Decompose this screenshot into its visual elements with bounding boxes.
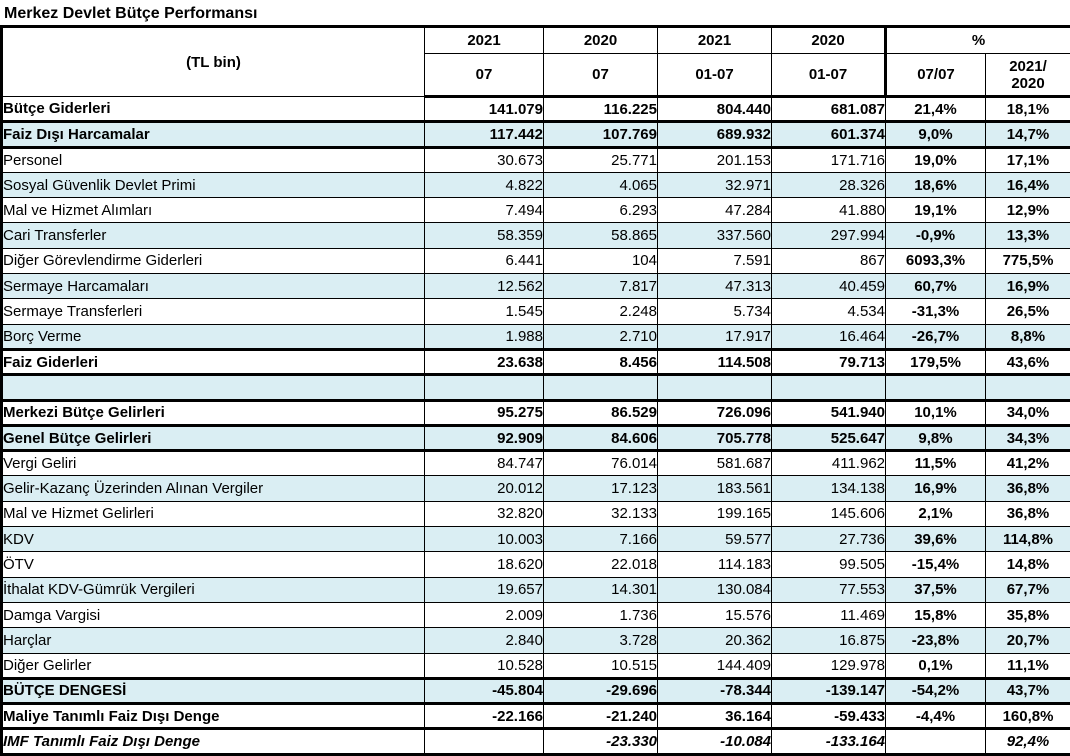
value-cell: 41.880 [772,198,886,223]
table-row [2,501,1070,526]
value-cell: 867 [772,248,886,273]
percent-cell: 92,4% [986,729,1070,754]
table-body [2,97,1070,755]
row-label-cell: IMF Tanımlı Faiz Dışı Denge [2,729,425,754]
table-row [2,122,1070,147]
period-header-cell: 07 [544,54,658,97]
page-title: Merkez Devlet Bütçe Performansı [4,5,258,22]
value-cell: 4.822 [425,172,544,197]
row-label-cell: Diğer Gelirler [2,653,425,678]
value-cell: -10.084 [658,729,772,754]
value-cell: -139.147 [772,678,886,703]
value-cell: 16.464 [772,324,886,349]
percent-cell [986,375,1070,400]
row-label-cell [2,375,425,400]
value-cell: 141.079 [425,97,544,122]
value-cell: 681.087 [772,97,886,122]
value-cell: 4.534 [772,299,886,324]
value-cell: 145.606 [772,501,886,526]
table-row [2,527,1070,552]
percent-cell: -4,4% [886,704,986,729]
value-cell: 1.988 [425,324,544,349]
value-cell: 1.545 [425,299,544,324]
year-header-cell: 2021 [425,27,544,54]
table-row [2,451,1070,476]
period-header-cell: 01-07 [772,54,886,97]
percent-ytd-header-cell [986,54,1070,97]
value-cell: 58.865 [544,223,658,248]
value-cell: 95.275 [425,400,544,425]
table-row [2,375,1070,400]
value-cell [658,375,772,400]
value-cell: 726.096 [658,400,772,425]
value-cell: 7.817 [544,274,658,299]
percent-cell: 26,5% [986,299,1070,324]
value-cell: 47.284 [658,198,772,223]
value-cell: 117.442 [425,122,544,147]
table-row [2,678,1070,703]
value-cell: 541.940 [772,400,886,425]
value-cell: 17.917 [658,324,772,349]
value-cell: 12.562 [425,274,544,299]
value-cell: 297.994 [772,223,886,248]
row-label-cell: Cari Transferler [2,223,425,248]
percent-cell: 43,6% [986,349,1070,374]
row-label-cell: Mal ve Hizmet Alımları [2,198,425,223]
percent-cell [886,729,986,754]
value-cell: -29.696 [544,678,658,703]
percent-cell: 10,1% [886,400,986,425]
value-cell: 59.577 [658,527,772,552]
row-label-cell: Personel [2,147,425,172]
period-header-cell: 01-07 [658,54,772,97]
row-label-cell: Diğer Görevlendirme Giderleri [2,248,425,273]
percent-cell: 775,5% [986,248,1070,273]
value-cell: -59.433 [772,704,886,729]
value-cell: 32.133 [544,501,658,526]
percent-cell: 36,8% [986,476,1070,501]
table-row [2,425,1070,450]
table-row [2,248,1070,273]
value-cell: 47.313 [658,274,772,299]
row-label-cell: Merkezi Bütçe Gelirleri [2,400,425,425]
value-cell: 171.716 [772,147,886,172]
percent-cell: 34,3% [986,425,1070,450]
value-cell: 32.971 [658,172,772,197]
percent-cell: 2,1% [886,501,986,526]
value-cell: 337.560 [658,223,772,248]
value-cell: 14.301 [544,577,658,602]
table-row [2,704,1070,729]
value-cell: 19.657 [425,577,544,602]
year-header-cell: 2020 [772,27,886,54]
value-cell: 7.166 [544,527,658,552]
percent-cell: 0,1% [886,653,986,678]
percent-cell: 34,0% [986,400,1070,425]
percent-cell: -15,4% [886,552,986,577]
percent-cell: 36,8% [986,501,1070,526]
percent-cell: 14,8% [986,552,1070,577]
value-cell: 114.183 [658,552,772,577]
row-label-cell: Gelir-Kazanç Üzerinden Alınan Vergiler [2,476,425,501]
percent-cell: 43,7% [986,678,1070,703]
row-label-cell: Genel Bütçe Gelirleri [2,425,425,450]
year-header-cell: 2021 [658,27,772,54]
table-row [2,97,1070,122]
value-cell: 116.225 [544,97,658,122]
value-cell: 2.248 [544,299,658,324]
value-cell: -78.344 [658,678,772,703]
percent-group-header: % [886,27,1070,54]
percent-cell: 21,4% [886,97,986,122]
percent-cell: 19,0% [886,147,986,172]
table-row [2,324,1070,349]
percent-cell: 16,4% [986,172,1070,197]
value-cell: 84.606 [544,425,658,450]
value-cell: 104 [544,248,658,273]
percent-ytd-line2: 2020 [1011,74,1045,92]
value-cell: 581.687 [658,451,772,476]
value-cell: 76.014 [544,451,658,476]
value-cell: 134.138 [772,476,886,501]
value-cell [425,375,544,400]
value-cell: 17.123 [544,476,658,501]
value-cell: 1.736 [544,602,658,627]
value-cell: 10.528 [425,653,544,678]
value-cell: 2.840 [425,628,544,653]
value-cell: 130.084 [658,577,772,602]
percent-cell: 11,1% [986,653,1070,678]
value-cell: -21.240 [544,704,658,729]
table-row [2,172,1070,197]
value-cell: 2.710 [544,324,658,349]
percent-cell: 11,5% [886,451,986,476]
percent-cell: -23,8% [886,628,986,653]
value-cell: 6.293 [544,198,658,223]
row-label-cell: Sermaye Transferleri [2,299,425,324]
percent-cell: 15,8% [886,602,986,627]
row-label-cell: BÜTÇE DENGESİ [2,678,425,703]
value-cell: 18.620 [425,552,544,577]
percent-cell: 114,8% [986,527,1070,552]
value-cell: 525.647 [772,425,886,450]
unit-label-cell: (TL bin) [2,27,425,97]
percent-cell: -26,7% [886,324,986,349]
value-cell: 36.164 [658,704,772,729]
percent-cell: 9,0% [886,122,986,147]
value-cell: 199.165 [658,501,772,526]
table-row [2,628,1070,653]
value-cell: 114.508 [658,349,772,374]
table-row [2,729,1070,754]
percent-cell: 13,3% [986,223,1070,248]
percent-cell: 18,1% [986,97,1070,122]
table-row [2,147,1070,172]
row-label-cell: Bütçe Giderleri [2,97,425,122]
value-cell: 22.018 [544,552,658,577]
percent-cell: -54,2% [886,678,986,703]
row-label-cell: Faiz Dışı Harcamalar [2,122,425,147]
table-row [2,602,1070,627]
value-cell: 6.441 [425,248,544,273]
table-row [2,476,1070,501]
value-cell: 689.932 [658,122,772,147]
value-cell: 4.065 [544,172,658,197]
percent-cell: 35,8% [986,602,1070,627]
percent-cell: 8,8% [986,324,1070,349]
percent-cell: 17,1% [986,147,1070,172]
table-row [2,653,1070,678]
value-cell: 705.778 [658,425,772,450]
percent-cell: -31,3% [886,299,986,324]
value-cell: -23.330 [544,729,658,754]
row-label-cell: Sermaye Harcamaları [2,274,425,299]
percent-cell: 20,7% [986,628,1070,653]
value-cell: 25.771 [544,147,658,172]
value-cell: -45.804 [425,678,544,703]
value-cell: 201.153 [658,147,772,172]
value-cell: 5.734 [658,299,772,324]
percent-cell: 37,5% [886,577,986,602]
value-cell: 10.515 [544,653,658,678]
row-label-cell: Sosyal Güvenlik Devlet Primi [2,172,425,197]
value-cell: -22.166 [425,704,544,729]
table-header [2,27,1070,97]
value-cell: 27.736 [772,527,886,552]
percent-cell: 39,6% [886,527,986,552]
percent-cell: 18,6% [886,172,986,197]
value-cell: 20.362 [658,628,772,653]
value-cell: 7.494 [425,198,544,223]
row-label-cell: Faiz Giderleri [2,349,425,374]
row-label-cell: KDV [2,527,425,552]
value-cell: 58.359 [425,223,544,248]
row-label-cell: Vergi Geliri [2,451,425,476]
percent-mom-header-cell: 07/07 [886,54,986,97]
value-cell: 30.673 [425,147,544,172]
percent-cell: 16,9% [986,274,1070,299]
value-cell: 2.009 [425,602,544,627]
percent-cell: 6093,3% [886,248,986,273]
value-cell: 99.505 [772,552,886,577]
percent-cell: 19,1% [886,198,986,223]
value-cell: 8.456 [544,349,658,374]
row-label-cell: Mal ve Hizmet Gelirleri [2,501,425,526]
table-row [2,299,1070,324]
value-cell: 601.374 [772,122,886,147]
value-cell: 15.576 [658,602,772,627]
value-cell: 86.529 [544,400,658,425]
percent-cell: -0,9% [886,223,986,248]
row-label-cell: İthalat KDV-Gümrük Vergileri [2,577,425,602]
value-cell: 20.012 [425,476,544,501]
percent-cell: 14,7% [986,122,1070,147]
percent-cell: 179,5% [886,349,986,374]
value-cell: 144.409 [658,653,772,678]
row-label-cell: Damga Vargisi [2,602,425,627]
percent-cell: 60,7% [886,274,986,299]
value-cell: 79.713 [772,349,886,374]
percent-ytd-line1: 2021/ [1009,57,1047,75]
value-cell: 11.469 [772,602,886,627]
year-header-cell: 2020 [544,27,658,54]
table-row [2,400,1070,425]
value-cell: 77.553 [772,577,886,602]
table-row [2,198,1070,223]
row-label-cell: Maliye Tanımlı Faiz Dışı Denge [2,704,425,729]
table-row [2,577,1070,602]
value-cell: 10.003 [425,527,544,552]
value-cell [772,375,886,400]
percent-cell [886,375,986,400]
percent-cell: 160,8% [986,704,1070,729]
percent-cell: 12,9% [986,198,1070,223]
value-cell: 7.591 [658,248,772,273]
row-label-cell: ÖTV [2,552,425,577]
percent-cell: 41,2% [986,451,1070,476]
value-cell [544,375,658,400]
budget-table [0,25,1070,756]
value-cell [425,729,544,754]
value-cell: 40.459 [772,274,886,299]
value-cell: 411.962 [772,451,886,476]
header-row-years [2,27,1070,54]
value-cell: 32.820 [425,501,544,526]
value-cell: 84.747 [425,451,544,476]
table-row [2,349,1070,374]
percent-cell: 16,9% [886,476,986,501]
value-cell: 107.769 [544,122,658,147]
percent-cell: 9,8% [886,425,986,450]
value-cell: 804.440 [658,97,772,122]
table-row [2,223,1070,248]
value-cell: 129.978 [772,653,886,678]
value-cell: 183.561 [658,476,772,501]
table-row [2,274,1070,299]
value-cell: 92.909 [425,425,544,450]
period-header-cell: 07 [425,54,544,97]
value-cell: -133.164 [772,729,886,754]
table-row [2,552,1070,577]
value-cell: 3.728 [544,628,658,653]
value-cell: 16.875 [772,628,886,653]
value-cell: 28.326 [772,172,886,197]
value-cell: 23.638 [425,349,544,374]
row-label-cell: Borç Verme [2,324,425,349]
percent-cell: 67,7% [986,577,1070,602]
row-label-cell: Harçlar [2,628,425,653]
